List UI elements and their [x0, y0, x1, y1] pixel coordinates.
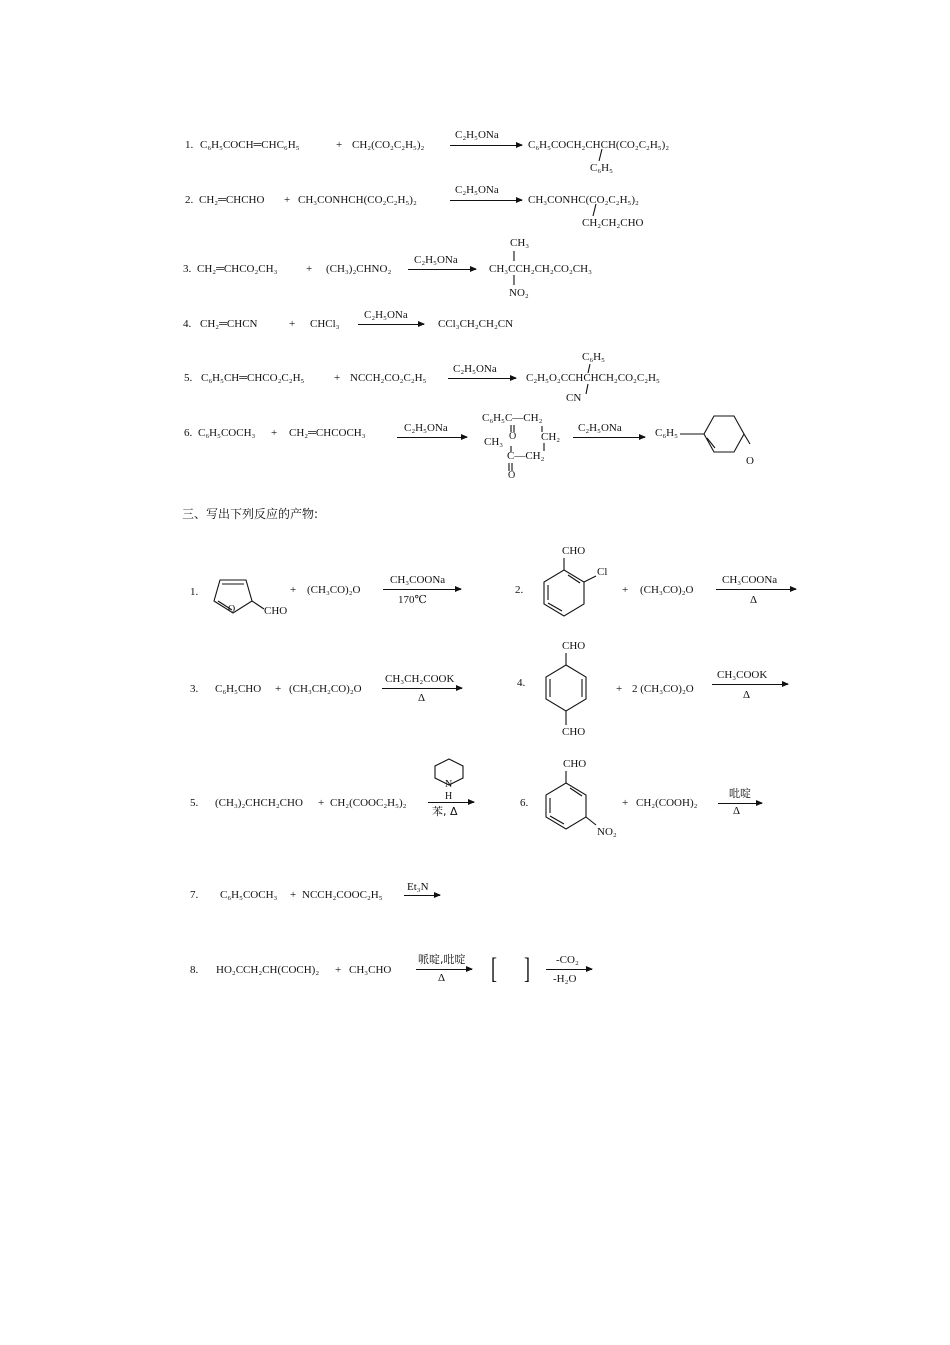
reaction-2-product-sub: CH₂CH₂CHO [582, 217, 644, 229]
reaction-4-reactant1: CH₂═CHCN [200, 318, 258, 330]
reaction-6-reactant2: CH₂═CHCOCH₃ [289, 427, 366, 439]
q5-plus: + [318, 797, 325, 809]
q7-reagent-top: Et₃N [407, 881, 429, 893]
q6-sub-no2: NO₂ [597, 826, 617, 838]
reaction-3-reactant1: CH₂═CHCO₂CH₃ [197, 263, 278, 275]
q6-sub-cho: CHO [563, 758, 587, 770]
q8-reagent-bottom: Δ [438, 972, 446, 984]
q8-reagent-top: 哌啶,吡啶 [418, 953, 466, 966]
reaction-6-intermediate-o1: O [509, 431, 517, 442]
reaction-5-reactant1: C₆H₅CH═CHCO₂C₂H₅ [201, 372, 305, 384]
q7-reactant2: NCCH₂COOC₂H₅ [302, 889, 383, 901]
reaction-1-reactant1: C₆H₅COCH═CHC₆H₅ [200, 139, 300, 151]
q4-sub-top: CHO [562, 640, 586, 652]
reaction-6-reagent2: C₂H₅ONa [578, 422, 622, 434]
reaction-3-product-top: CH₃ [510, 237, 530, 249]
reaction-3-plus: + [306, 263, 313, 275]
q5-catalyst-n: N [445, 779, 453, 790]
reaction-5-product-sub: CN [566, 392, 582, 404]
section-3-heading: 三、写出下列反应的产物: [182, 507, 319, 521]
q6-reagent-bottom: Δ [733, 805, 741, 817]
q8-reactant1: HO₂CCH₂CH(COCH)₂ [216, 964, 320, 976]
reaction-6-plus: + [271, 427, 278, 439]
reaction-6-reactant1: C₆H₅COCH₃ [198, 427, 256, 439]
q1-arrow [383, 589, 461, 590]
q1-reagent-bottom: 170℃ [398, 594, 427, 606]
reaction-2-bond [590, 204, 602, 218]
reaction-2-number: 2. [185, 194, 194, 206]
q5-number: 5. [190, 797, 199, 809]
reaction-6-intermediate-right: CH₂ [541, 431, 561, 443]
q3-plus: + [275, 683, 282, 695]
reaction-4-arrow [358, 324, 424, 325]
reaction-6-arrow1 [397, 437, 467, 438]
q1-reagent-top: CH₃COONa [390, 574, 446, 586]
q3-reactant1: C₆H₅CHO [215, 683, 262, 695]
reaction-4-reactant2: CHCl₃ [310, 318, 340, 330]
reaction-6-intermediate-line1: C₆H₅C—CH₂ [482, 412, 543, 424]
q4-plus: + [616, 683, 623, 695]
q6-number: 6. [520, 797, 529, 809]
q7-arrow [404, 895, 440, 896]
reaction-4-reagent: C₂H₅ONa [364, 309, 408, 321]
q3-reagent-top: CH₃CH₂COOK [385, 673, 455, 685]
q6-arrow [718, 803, 762, 804]
cyclohexadiene-ring [540, 653, 600, 733]
reaction-3-reagent: C₂H₅ONa [414, 254, 458, 266]
reaction-5-arrow [448, 378, 516, 379]
q4-sub-bottom: CHO [562, 726, 586, 738]
reaction-5-product-top: C₆H₅ [582, 351, 605, 363]
reaction-1-bond [596, 149, 608, 163]
q1-reactant2: (CH₃CO)₂O [307, 584, 361, 596]
reaction-6-intermediate-bonds [500, 424, 560, 474]
reaction-6-arrow2 [573, 437, 645, 438]
reaction-6-intermediate-line4: C—CH₂ [507, 450, 545, 462]
q5-reagent-bottom: 苯, Δ [432, 805, 458, 818]
q4-reagent-bottom: Δ [743, 689, 751, 701]
reaction-5-reagent: C₂H₅ONa [453, 363, 497, 375]
reaction-5-number: 5. [184, 372, 193, 384]
reaction-3-number: 3. [183, 263, 192, 275]
q4-reactant2: 2 (CH₃CO)₂O [632, 683, 694, 695]
reaction-3-arrow [408, 269, 476, 270]
q2-arrow [716, 589, 796, 590]
q4-number: 4. [517, 677, 526, 689]
reaction-4-plus: + [289, 318, 296, 330]
reaction-6-reagent1: C₂H₅ONa [404, 422, 448, 434]
reaction-6-product-o: O [746, 455, 754, 467]
q2-reagent-top: CH₃COONa [722, 574, 778, 586]
q8-reactant2: CH₃CHO [349, 964, 392, 976]
reaction-1-reactant2: CH₂(CO₂C₂H₅)₂ [352, 139, 425, 151]
q8-bracket-right: ] [524, 952, 530, 985]
q7-plus: + [290, 889, 297, 901]
q3-arrow [382, 688, 462, 689]
reaction-5-reactant2: NCCH₂CO₂C₂H₅ [350, 372, 427, 384]
reaction-4-product: CCl₃CH₂CH₂CN [438, 318, 514, 330]
q1-sub-cho: CHO [264, 605, 288, 617]
q4-arrow [712, 684, 788, 685]
reaction-1-plus: + [336, 139, 343, 151]
reaction-2-arrow [450, 200, 522, 201]
reaction-2-reagent: C₂H₅ONa [455, 184, 499, 196]
q3-number: 3. [190, 683, 199, 695]
reaction-6-intermediate-o2: O [508, 470, 516, 481]
q8-bracket-left: [ [491, 952, 497, 985]
q2-sub-cho: CHO [562, 545, 586, 557]
q4-reagent-top: CH₃COOK [717, 669, 768, 681]
q2-reactant2: (CH₃CO)₂O [640, 584, 694, 596]
furan-ring [212, 575, 272, 619]
reaction-3-reactant2: (CH₃)₂CHNO₂ [326, 263, 392, 275]
q1-ring-o: O [228, 604, 236, 615]
reaction-1-product-sub: C₆H₅ [590, 162, 613, 174]
q5-arrow [428, 802, 474, 803]
q3-reactant2: (CH₃CH₂CO)₂O [289, 683, 362, 695]
q7-reactant1: C₆H₅COCH₃ [220, 889, 278, 901]
reaction-5-product: C₂H₅O₂CCHCHCH₂CO₂C₂H₅ [526, 372, 660, 384]
q1-number: 1. [190, 586, 199, 598]
reaction-1-number: 1. [185, 139, 194, 151]
reaction-2-product: CH₃CONHC(CO₂C₂H₅)₂ [528, 194, 639, 206]
q6-reagent-top: 吡啶 [729, 787, 751, 800]
reaction-4-number: 4. [183, 318, 192, 330]
reaction-2-plus: + [284, 194, 291, 206]
q8-arrow2 [546, 969, 592, 970]
q6-reactant2: CH₂(COOH)₂ [636, 797, 698, 809]
reaction-3-product-sub: NO₂ [509, 287, 529, 299]
q8-reagent2-top: -CO₂ [556, 954, 579, 966]
q7-number: 7. [190, 889, 199, 901]
reaction-3-product: CH₃CCH₂CH₂CO₂CH₃ [489, 263, 592, 275]
q5-reactant2: CH₂(COOC₂H₅)₂ [330, 797, 407, 809]
q2-sub-cl: Cl [597, 566, 608, 578]
q2-reagent-bottom: Δ [750, 594, 758, 606]
reaction-2-reactant1: CH₂═CHCHO [199, 194, 265, 206]
q3-reagent-bottom: Δ [418, 692, 426, 704]
q6-plus: + [622, 797, 629, 809]
reaction-2-reactant2: CH₃CONHCH(CO₂C₂H₅)₂ [298, 194, 417, 206]
reaction-1-product: C₆H₅COCH₂CHCH(CO₂C₂H₅)₂ [528, 139, 670, 151]
q1-plus: + [290, 584, 297, 596]
q2-plus: + [622, 584, 629, 596]
reaction-5-plus: + [334, 372, 341, 384]
q8-reagent2-bottom: -H₂O [553, 973, 577, 985]
q8-plus: + [335, 964, 342, 976]
reaction-6-number: 6. [184, 427, 193, 439]
reaction-6-intermediate-line3: CH₃ [484, 436, 504, 448]
q5-reactant1: (CH₃)₂CHCH₂CHO [215, 797, 303, 809]
reaction-6-product-sub: C₆H₅ [655, 427, 678, 439]
reaction-1-arrow [450, 145, 522, 146]
reaction-1-reagent: C₂H₅ONa [455, 129, 499, 141]
q8-arrow1 [416, 969, 472, 970]
q2-number: 2. [515, 584, 524, 596]
q5-catalyst-h: H [445, 791, 453, 802]
q8-number: 8. [190, 964, 199, 976]
